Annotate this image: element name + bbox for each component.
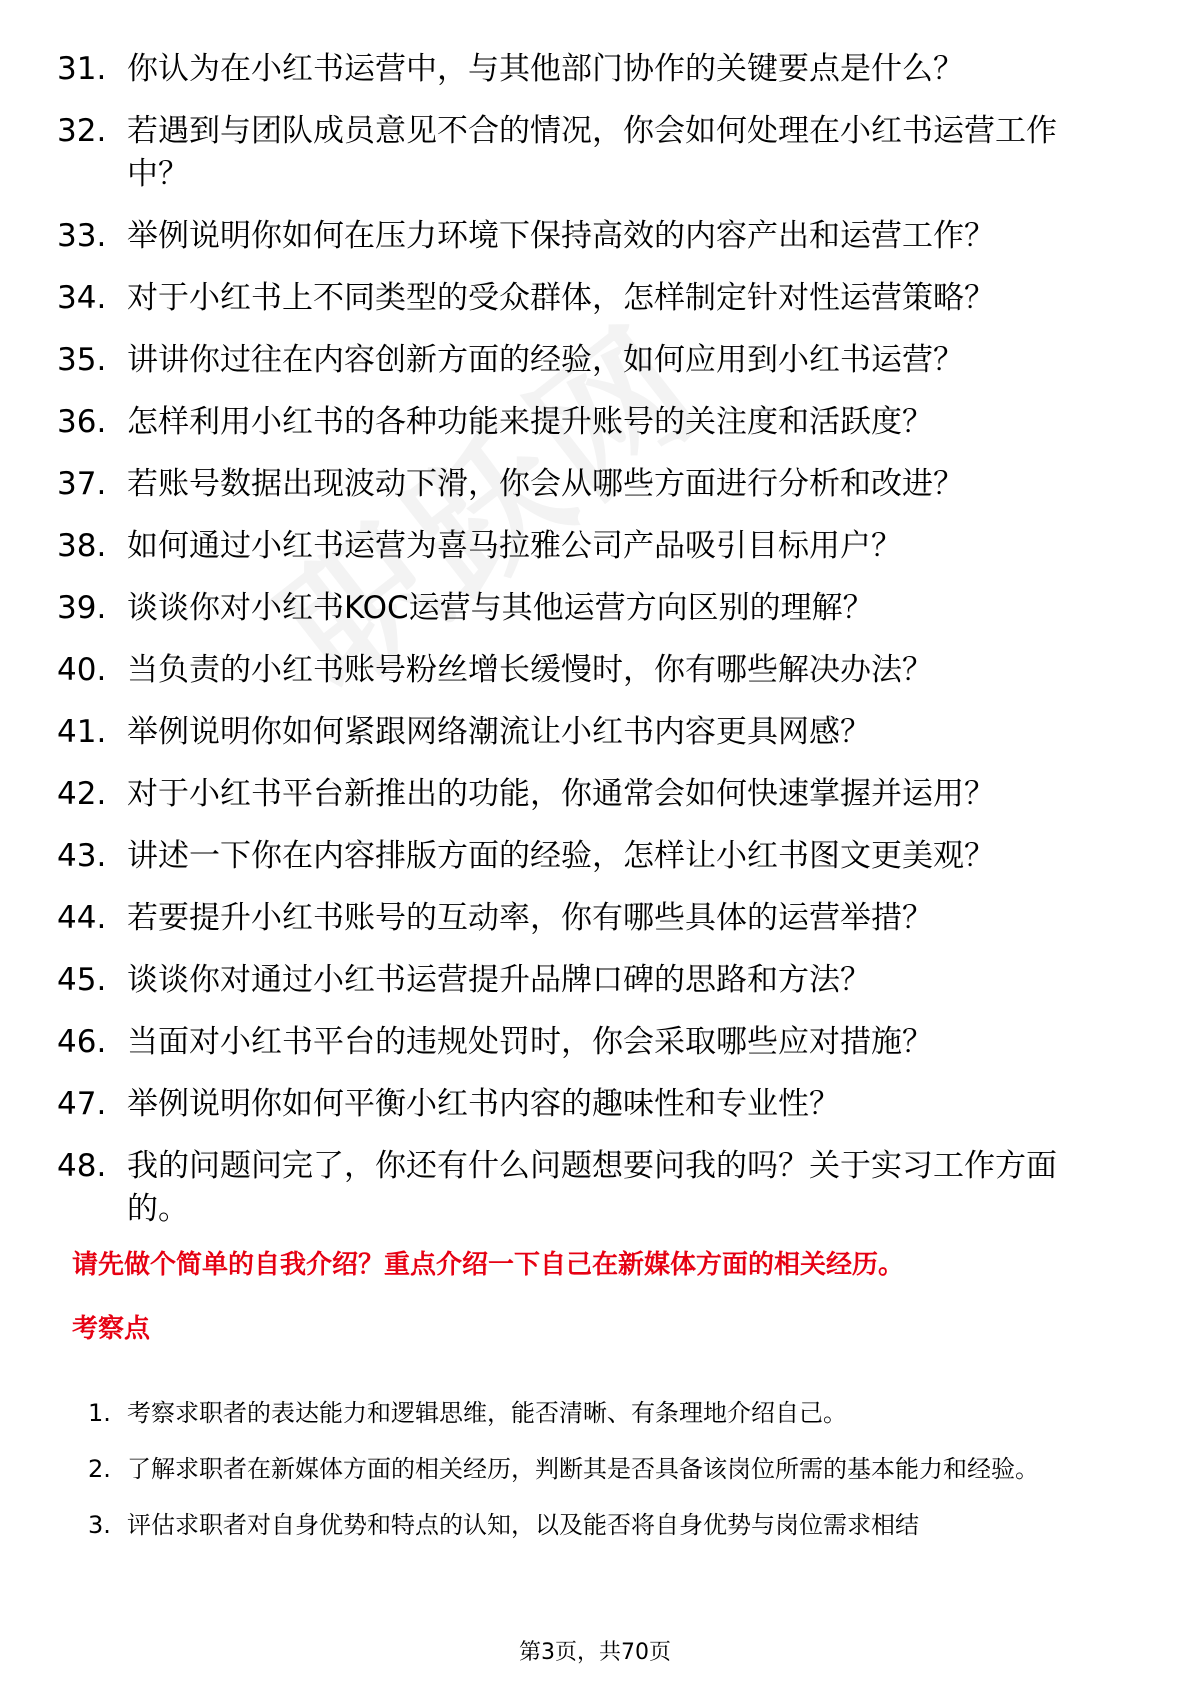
question-item (0, 587, 1190, 630)
section-heading: 请先做个简单的自我介绍？重点介绍一下自己在新媒体方面的相关经历。 (72, 1250, 905, 1280)
question-text: 谈谈你对小红书KOC运营与其他运营方向区别的理解？ (127, 590, 874, 626)
point-text: 考察求职者的表达能力和逻辑思维，能否清晰、有条理地介绍自己。 (127, 1399, 847, 1427)
question-item (0, 48, 1190, 91)
point-number: 1. (88, 1399, 111, 1427)
question-number: 45. (57, 962, 107, 998)
question-number: 48. (57, 1148, 107, 1184)
question-item (0, 401, 1190, 444)
question-text: 若要提升小红书账号的互动率，你有哪些具体的运营举措？ (127, 900, 933, 936)
question-text: 谈谈你对通过小红书运营提升品牌口碑的思路和方法？ (127, 962, 871, 998)
point-number: 2. (88, 1455, 111, 1483)
question-number: 46. (57, 1024, 107, 1060)
question-number: 42. (57, 776, 107, 812)
question-text: 当面对小红书平台的违规处罚时，你会采取哪些应对措施？ (127, 1024, 933, 1060)
question-text: 对于小红书平台新推出的功能，你通常会如何快速掌握并运用？ (127, 776, 995, 812)
question-text: 举例说明你如何平衡小红书内容的趣味性和专业性？ (127, 1086, 840, 1122)
question-text: 讲讲你过往在内容创新方面的经验，如何应用到小红书运营？ (127, 342, 964, 378)
question-number: 39. (57, 590, 107, 626)
question-number: 36. (57, 404, 107, 440)
question-item (0, 1145, 1190, 1231)
question-item (0, 897, 1190, 940)
question-item (0, 959, 1190, 1002)
question-number: 31. (57, 51, 107, 87)
assessment-points-label: 考察点 (72, 1314, 151, 1344)
question-item (0, 711, 1190, 754)
question-item (0, 773, 1190, 816)
question-text: 如何通过小红书运营为喜马拉雅公司产品吸引目标用户？ (127, 528, 902, 564)
question-number: 34. (57, 280, 107, 316)
point-text: 评估求职者对自身优势和特点的认知，以及能否将自身优势与岗位需求相结 (127, 1511, 919, 1539)
question-text: 若账号数据出现波动下滑，你会从哪些方面进行分析和改进？ (127, 466, 964, 502)
page-number: 第3页，共70页 (519, 1640, 671, 1665)
question-list (0, 48, 1190, 1250)
question-number: 44. (57, 900, 107, 936)
question-item (0, 110, 1190, 196)
question-item (0, 339, 1190, 382)
assessment-point (0, 1497, 1190, 1553)
question-number: 41. (57, 714, 107, 750)
question-number: 38. (57, 528, 107, 564)
question-number: 32. (57, 113, 107, 149)
assessment-point (0, 1385, 1190, 1441)
question-number: 33. (57, 218, 107, 254)
question-text: 我的问题问完了，你还有什么问题想要问我的吗？关于实习工作方面的。 (127, 1148, 1057, 1227)
question-item (0, 1021, 1190, 1064)
question-text: 若遇到与团队成员意见不合的情况，你会如何处理在小红书运营工作中？ (127, 113, 1057, 192)
question-item (0, 277, 1190, 320)
question-text: 你认为在小红书运营中，与其他部门协作的关键要点是什么？ (127, 51, 964, 87)
question-item (0, 649, 1190, 692)
question-item (0, 215, 1190, 258)
question-item (0, 1083, 1190, 1126)
question-text: 讲述一下你在内容排版方面的经验，怎样让小红书图文更美观？ (127, 838, 995, 874)
point-text: 了解求职者在新媒体方面的相关经历，判断其是否具备该岗位所需的基本能力和经验。 (127, 1455, 1039, 1483)
question-number: 35. (57, 342, 107, 378)
question-text: 举例说明你如何紧跟网络潮流让小红书内容更具网感？ (127, 714, 871, 750)
question-text: 怎样利用小红书的各种功能来提升账号的关注度和活跃度？ (127, 404, 933, 440)
assessment-points-list (0, 1385, 1190, 1553)
question-number: 40. (57, 652, 107, 688)
question-item (0, 835, 1190, 878)
question-item (0, 525, 1190, 568)
assessment-point (0, 1441, 1190, 1497)
question-number: 43. (57, 838, 107, 874)
question-number: 37. (57, 466, 107, 502)
question-text: 举例说明你如何在压力环境下保持高效的内容产出和运营工作？ (127, 218, 995, 254)
question-number: 47. (57, 1086, 107, 1122)
question-item (0, 463, 1190, 506)
question-text: 当负责的小红书账号粉丝增长缓慢时，你有哪些解决办法？ (127, 652, 933, 688)
point-number: 3. (88, 1511, 111, 1539)
question-text: 对于小红书上不同类型的受众群体，怎样制定针对性运营策略？ (127, 280, 995, 316)
